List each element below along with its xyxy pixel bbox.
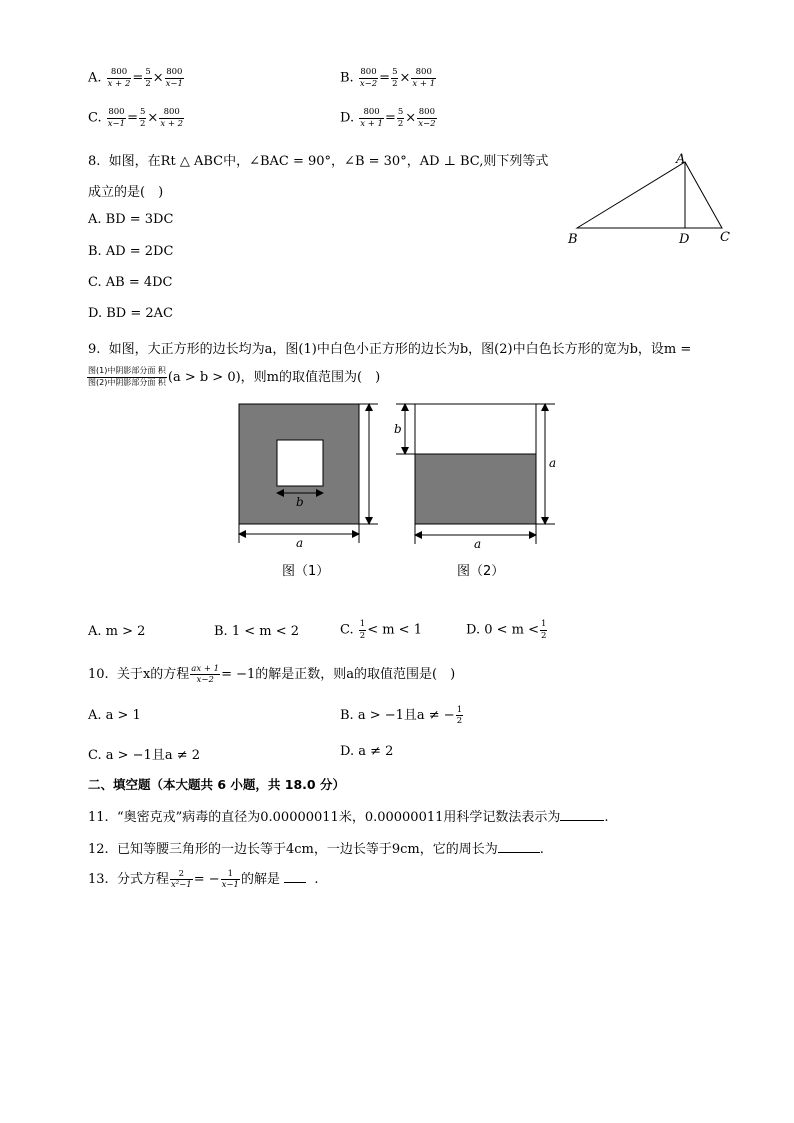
answer-blank[interactable] [560,809,604,821]
frac-den: 2 [145,78,151,89]
label-c: C [720,230,730,245]
q9-stem-line1 [88,338,691,357]
frac-den: x−2 [418,118,436,129]
shaded-rectangle [415,454,536,524]
q7-option-a [88,68,185,88]
q11 [88,806,609,825]
frac-den: x−1 [221,880,239,890]
frac-num: 1 [456,704,463,715]
frac-num: 1 [221,870,240,881]
question-text: = −1的解是正数，则a的取值范围是( ) [221,667,456,682]
q7-option-c [88,108,185,128]
question-text: 分式方程 [116,872,169,887]
q9-figure-1 [230,398,390,558]
frac-den: 2 [392,78,398,89]
frac-num: 800 [360,67,377,77]
times: × [405,110,417,126]
frac-den: x−2 [196,675,214,685]
times: × [147,110,159,126]
option-text: B. a > −1且a ≠ − [340,708,455,723]
frac-den: x + 1 [412,78,436,89]
q8-option-d: D. BD = 2AC [88,306,173,321]
frac-den: x + 1 [360,118,383,129]
q7-option-b [340,68,437,88]
label-b: b [394,422,402,436]
frac-den: x−2 [359,78,378,89]
question-number: 12. [88,842,109,857]
frac-den: 2 [140,118,146,129]
question-number: 11. [88,810,109,825]
equals: = [384,110,396,126]
period: . [539,842,544,857]
question-text: 如图，在Rt △ ABC中，∠BAC = 90°，∠B = 30°，AD ⊥ BC,则下列等式 [108,154,549,169]
q9-option-d [466,620,548,640]
frac-num: 5 [140,107,146,117]
q8-option-c: C. AB = 4DC [88,275,173,290]
option-label: D. [340,110,355,126]
frac-num: 800 [418,107,435,117]
question-text: (a > b > 0)，则m的取值范围为( ) [167,370,381,385]
q9-option-a: A. m > 2 [88,624,146,639]
question-text: 已知等腰三角形的一边长等于4cm，一边长等于9cm，它的周长为 [116,842,498,857]
frac-num: 5 [145,67,151,77]
frac-den: x + 2 [160,118,184,129]
answer-blank[interactable] [284,871,306,883]
question-number: 13. [88,872,109,887]
frac-den: x + 2 [107,78,131,89]
q8-stem-line2: 成立的是( ) [88,185,164,200]
frac-num: 图(1)中阴影部分面 积 [87,367,167,378]
frac-num: 800 [411,68,436,79]
q8-stem-line1 [88,150,548,169]
frac-num: 800 [359,108,384,119]
section-heading: 二、填空题（本大题共 6 小题，共 18.0 分） [88,777,345,792]
label-a-vertical: a [549,456,557,470]
frac-num: 800 [107,68,132,79]
q8-triangle-figure [560,148,750,248]
equals: = [127,110,138,126]
option-label: A. [88,70,102,86]
answer-blank[interactable] [498,841,540,853]
frac-den: 图(2)中阴影部分面 积 [88,378,166,387]
period: . [314,872,319,887]
option-label: B. [340,70,354,86]
frac-den: 2 [397,118,404,129]
q8-option-a: A. BD = 3DC [88,212,174,227]
figure-2-caption: 图（2） [457,564,505,579]
times: × [399,70,411,86]
option-text: 0 < m < [484,622,540,638]
option-label: D. [466,622,481,638]
period: . [604,810,609,825]
q10-option-b [340,704,464,726]
q10-option-c: C. a > −1且a ≠ 2 [88,748,200,763]
figure-1-caption: 图（1） [282,564,330,579]
option-label: C. [340,622,354,638]
label-a-horizontal: a [474,537,482,551]
label-b: B [568,232,578,247]
frac-den: x−1 [165,78,183,89]
q10-stem [88,663,455,685]
q9-option-b: B. 1 < m < 2 [214,624,300,639]
frac-num: 800 [159,108,184,119]
question-number: 9. [88,342,101,357]
frac-den: x²−1 [170,880,192,890]
question-number: 8. [88,154,101,169]
frac-den: x−1 [107,118,126,129]
q9-option-c [340,620,422,640]
question-text: “奥密克戎”病毒的直径为0.00000011米，0.00000011用科学记数法表示为 [116,810,561,825]
label-d: D [679,232,690,247]
question-text: 如图，大正方形的边长均为a，图(1)中白色小正方形的边长为b，图(2)中白色长方形的宽为b，设m = [108,342,692,357]
question-number: 10. [88,667,109,682]
frac-num: 800 [166,67,183,77]
label-a: a [296,536,304,550]
q13 [88,868,319,890]
question-text: 关于x的方程 [116,667,190,682]
equals: = [132,70,144,86]
q10-option-d: D. a ≠ 2 [340,744,394,759]
q12 [88,838,544,857]
option-text: < m < 1 [367,622,422,638]
question-text: 的解是 [240,872,280,887]
option-label: C. [88,110,102,126]
equals: = [379,70,391,86]
small-white-square [277,440,323,486]
label-a: A [676,152,686,167]
frac-num: 800 [108,107,125,117]
q8-option-b: B. AD = 2DC [88,244,174,259]
q7-option-d [340,108,438,128]
times: × [152,70,164,86]
frac-num: 2 [170,870,193,881]
frac-num: 1 [541,619,547,629]
frac-den: 2 [541,630,547,641]
frac-num: ax + 1 [191,663,220,674]
frac-num: 5 [397,107,404,117]
q10-option-a: A. a > 1 [88,708,141,723]
q9-stem-line2 [86,366,380,388]
frac-num: 1 [359,619,366,629]
q9-figure-2 [390,398,565,553]
frac-den: 2 [456,716,463,726]
frac-num: 5 [392,67,398,77]
triangle-abc [577,162,722,228]
frac-den: 2 [359,630,366,641]
equals: = − [193,872,220,887]
label-b: b [296,495,304,509]
